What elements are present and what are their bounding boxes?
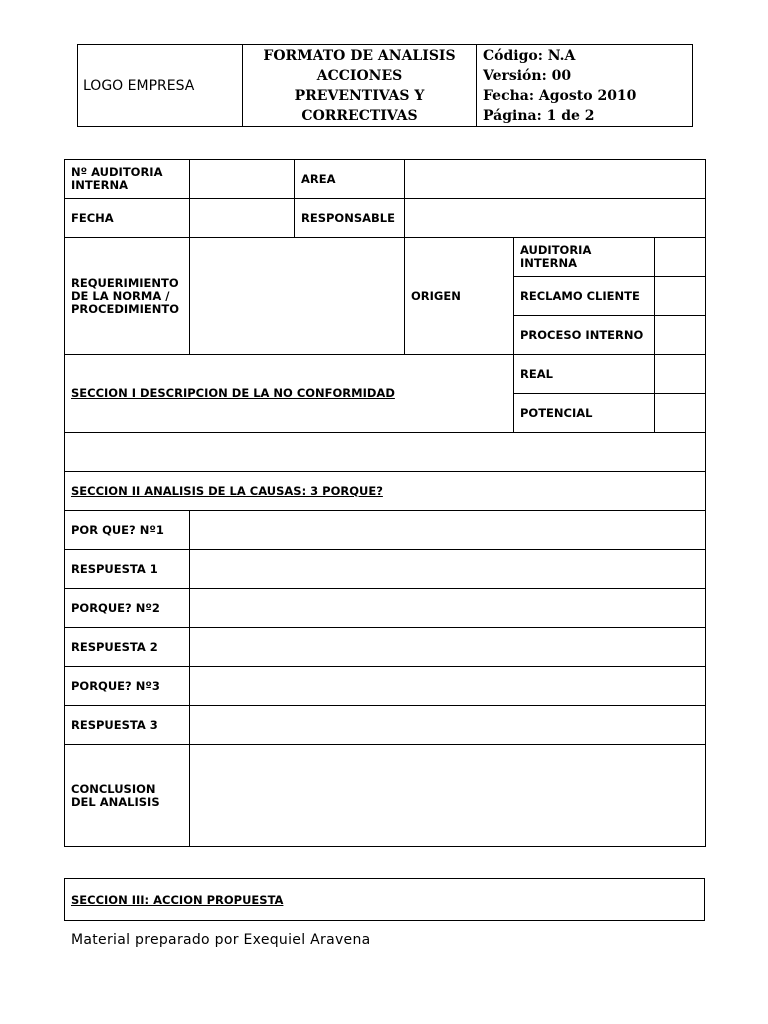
origen-option-auditoria: AUDITORIA INTERNA: [514, 238, 655, 277]
responsable-field[interactable]: [405, 199, 706, 238]
title-line: CORRECTIVAS: [301, 107, 418, 124]
auditoria-field[interactable]: [190, 160, 295, 199]
title-line: FORMATO DE ANALISIS: [263, 47, 456, 64]
auditoria-label: Nº AUDITORIA INTERNA: [65, 160, 190, 199]
section-3-heading: SECCION III: ACCION PROPUESTA: [65, 879, 705, 921]
title-line: PREVENTIVAS Y: [294, 87, 425, 104]
origen-checkbox-reclamo[interactable]: [655, 277, 706, 316]
answer-2-field[interactable]: [190, 628, 706, 667]
section-3-table: [64, 878, 705, 921]
analysis-form-table: [64, 159, 706, 847]
section-1-heading: SECCION I DESCRIPCION DE LA NO CONFORMIDAD: [65, 355, 514, 433]
area-label: AREA: [295, 160, 405, 199]
requerimiento-label: REQUERIMIENTO DE LA NORMA / PROCEDIMIENTO: [65, 238, 190, 355]
answer-1-label: RESPUESTA 1: [65, 550, 190, 589]
answer-2-label: RESPUESTA 2: [65, 628, 190, 667]
fecha-field[interactable]: [190, 199, 295, 238]
why-3-label: PORQUE? Nº3: [65, 667, 190, 706]
conclusion-label: CONCLUSION DEL ANALISIS: [65, 745, 190, 847]
header-table: [77, 44, 693, 127]
tipo-checkbox-real[interactable]: [655, 355, 706, 394]
answer-3-label: RESPUESTA 3: [65, 706, 190, 745]
fecha-label: FECHA: [65, 199, 190, 238]
title-line: ACCIONES: [316, 67, 403, 84]
no-conformidad-description-field[interactable]: [65, 433, 706, 472]
origen-label: ORIGEN: [405, 238, 514, 355]
area-field[interactable]: [405, 160, 706, 199]
tipo-option-real: REAL: [514, 355, 655, 394]
origen-checkbox-auditoria[interactable]: [655, 238, 706, 277]
requerimiento-field[interactable]: [190, 238, 405, 355]
section-2-heading: SECCION II ANALISIS DE LA CAUSAS: 3 PORQUE?: [65, 472, 706, 511]
document-meta: [477, 45, 693, 127]
answer-3-field[interactable]: [190, 706, 706, 745]
version-text: Versión: 00: [483, 67, 572, 84]
why-2-field[interactable]: [190, 589, 706, 628]
why-2-label: PORQUE? Nº2: [65, 589, 190, 628]
logo-placeholder: LOGO EMPRESA: [78, 45, 243, 127]
origen-option-reclamo: RECLAMO CLIENTE: [514, 277, 655, 316]
origen-option-proceso: PROCESO INTERNO: [514, 316, 655, 355]
origen-checkbox-proceso[interactable]: [655, 316, 706, 355]
pagina-text: Página: 1 de 2: [483, 107, 595, 124]
tipo-checkbox-potencial[interactable]: [655, 394, 706, 433]
footer-credit: Material preparado por Exequiel Aravena: [71, 932, 371, 948]
codigo-text: Código: N.A: [483, 47, 576, 64]
conclusion-field[interactable]: [190, 745, 706, 847]
why-1-field[interactable]: [190, 511, 706, 550]
why-3-field[interactable]: [190, 667, 706, 706]
document-title: [243, 45, 477, 127]
why-1-label: POR QUE? Nº1: [65, 511, 190, 550]
responsable-label: RESPONSABLE: [295, 199, 405, 238]
answer-1-field[interactable]: [190, 550, 706, 589]
fecha-text: Fecha: Agosto 2010: [483, 87, 637, 104]
tipo-option-potencial: POTENCIAL: [514, 394, 655, 433]
